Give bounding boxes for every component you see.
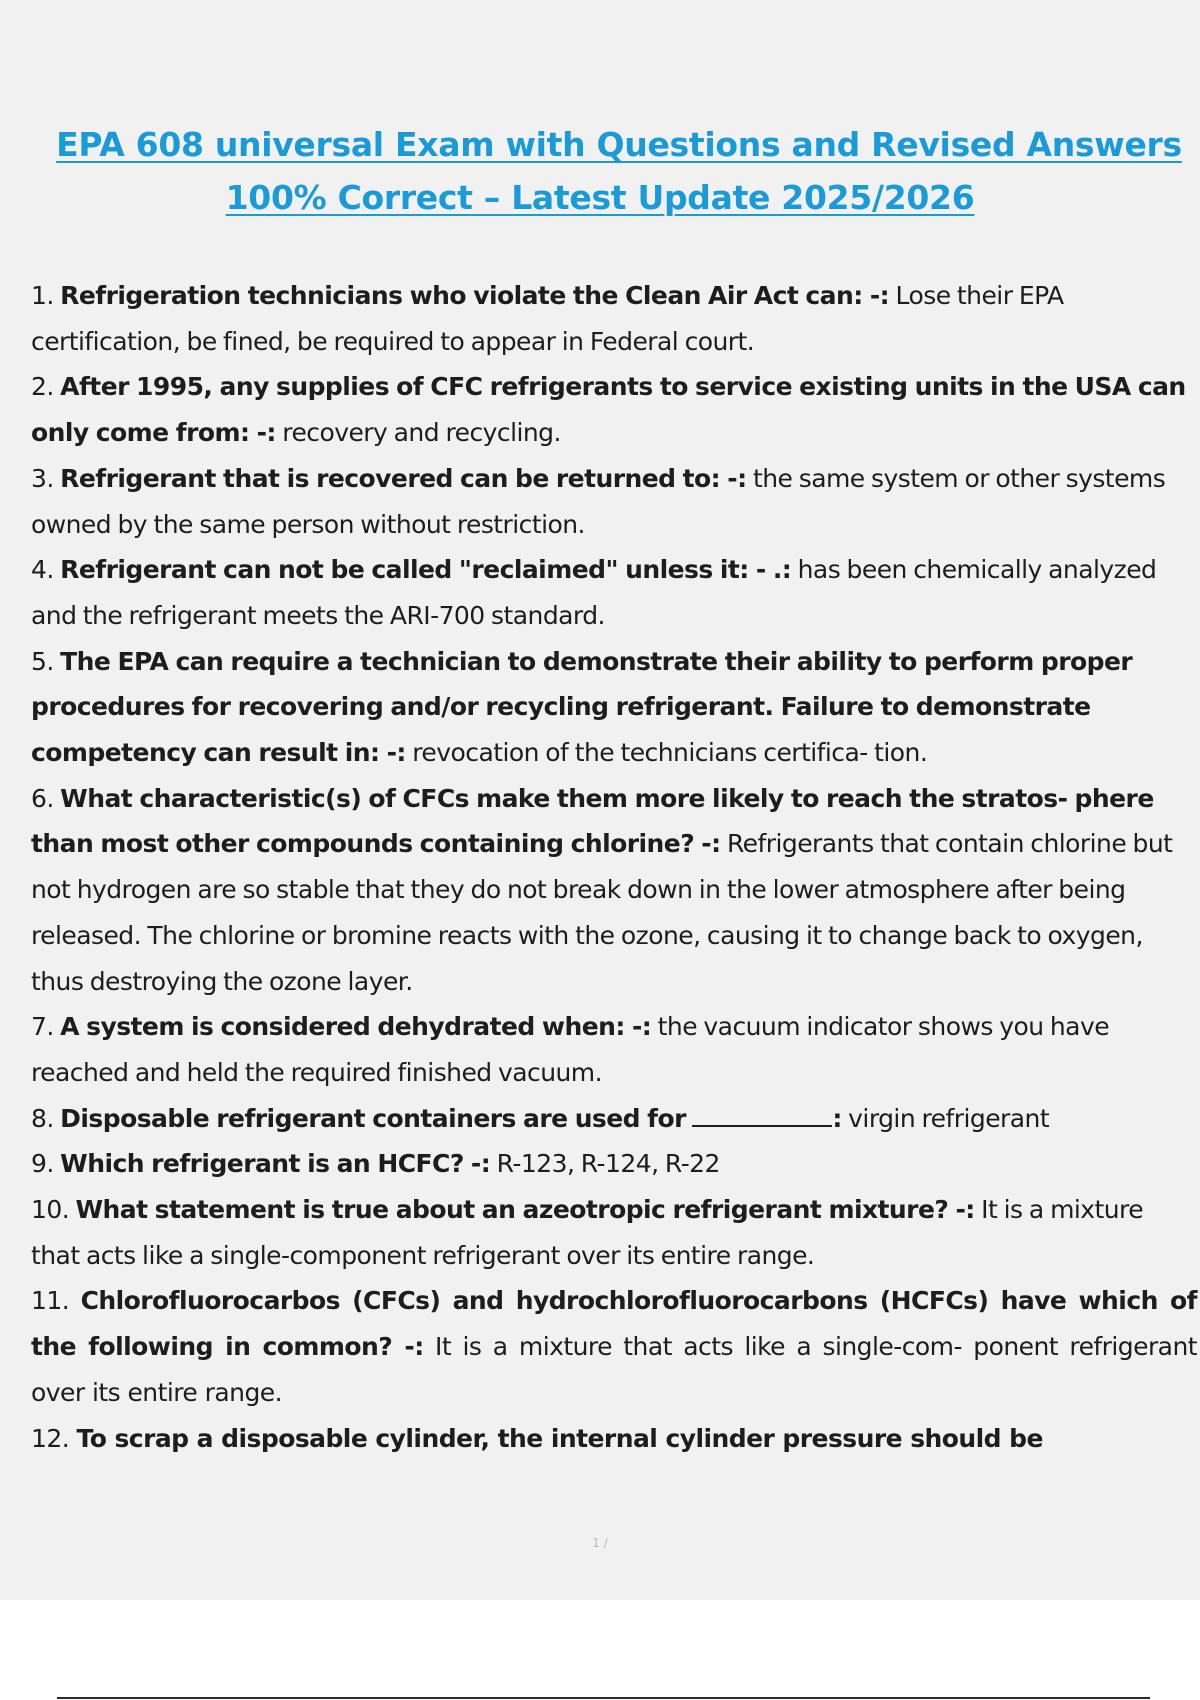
qa-item [31, 776, 1197, 1005]
question-suffix: : [832, 1103, 842, 1133]
answer-text: Lose their EPA certification, be fined, be required to appear in Federal court. [31, 281, 1064, 356]
answer-text: virgin refrigerant [848, 1103, 1050, 1133]
question-text: Disposable refrigerant containers are used for [60, 1103, 686, 1133]
answer-text: revocation of the technicians certifica- tion. [412, 738, 928, 768]
question-answer-list [31, 273, 1197, 1461]
question-text: Which refrigerant is an HCFC? -: [60, 1149, 491, 1179]
question-text: Refrigeration technicians who violate the Clean Air Act can: -: [60, 281, 890, 310]
question-text: What statement is true about an azeotropic refrigerant mixture? -: [75, 1195, 975, 1225]
question-number: 4. [31, 555, 54, 585]
title-line-2: 100% Correct – Latest Update 2025/2026 [225, 178, 975, 217]
qa-item [31, 273, 1197, 364]
qa-item [31, 1416, 1197, 1462]
question-number: 11. [31, 1286, 70, 1316]
question-number: 1. [31, 281, 54, 310]
question-number: 5. [31, 646, 54, 676]
qa-item [31, 364, 1197, 455]
answer-text: R-123, R-124, R-22 [496, 1149, 720, 1179]
document-title [0, 118, 1200, 224]
question-text: To scrap a disposable cylinder, the internal cylinder pressure should be [76, 1423, 1043, 1453]
qa-item [31, 1141, 1197, 1187]
qa-item [31, 1278, 1197, 1415]
question-number: 3. [31, 463, 54, 493]
question-number: 12. [31, 1423, 70, 1453]
title-line-1: EPA 608 universal Exam with Questions and Revised Answers [56, 125, 1182, 164]
question-number: 10. [31, 1195, 70, 1225]
qa-item [31, 1096, 1197, 1142]
answer-text: the vacuum indicator shows you have reached and held the required finished vacuum. [31, 1012, 1110, 1087]
fill-in-blank [692, 1103, 832, 1127]
question-text: Refrigerant that is recovered can be returned to: -: [60, 463, 747, 493]
answer-text: recovery and recycling. [282, 418, 561, 448]
question-text: A system is considered dehydrated when: -: [60, 1012, 652, 1042]
answer-text: the same system or other systems owned by the same person without restriction. [31, 463, 1166, 539]
question-number: 7. [31, 1012, 54, 1042]
answer-text: It is a mixture that acts like a single-component refrigerant over its entire range. [31, 1195, 1144, 1270]
question-text: Chlorofluorocarbos (CFCs) and hydrochlorofluorocarbons (HCFCs) have which of the following in common? -: [31, 1286, 1197, 1362]
qa-item [31, 456, 1197, 547]
question-number: 8. [31, 1103, 54, 1133]
question-text: Refrigerant can not be called "reclaimed" unless it: - .: [60, 555, 792, 585]
question-number: 9. [31, 1149, 54, 1179]
question-text: The EPA can require a technician to demonstrate their ability to perform proper procedures for recovering and/or recycling refrigerant. Failure to demonstrate competency can result in: -: [31, 646, 1133, 768]
page-number: 1 / [592, 1536, 608, 1550]
question-text: After 1995, any supplies of CFC refrigerants to service existing units in the USA can only come from: -: [31, 372, 1186, 448]
qa-item [31, 1004, 1197, 1095]
answer-text: It is a mixture that acts like a single-com- ponent refrigerant over its entire range. [31, 1332, 1198, 1407]
question-number: 6. [31, 783, 54, 813]
answer-text: has been chemically analyzed and the refrigerant meets the ARI-700 standard. [31, 555, 1157, 630]
question-text: What characteristic(s) of CFCs make them more likely to reach the stratos- phere than most other compounds containing chlorine? -: [31, 783, 1154, 859]
answer-text: Refrigerants that contain chlorine but not hydrogen are so stable that they do not break down in the lower atmosphere after being released. The chlorine or bromine reacts with the ozone, causing it to change back to oxygen, thus destroying the ozone layer. [31, 829, 1173, 996]
qa-item [31, 1187, 1197, 1278]
qa-item [31, 639, 1197, 776]
question-number: 2. [31, 372, 54, 402]
qa-item [31, 547, 1197, 638]
page-separator-line [57, 1697, 1150, 1699]
